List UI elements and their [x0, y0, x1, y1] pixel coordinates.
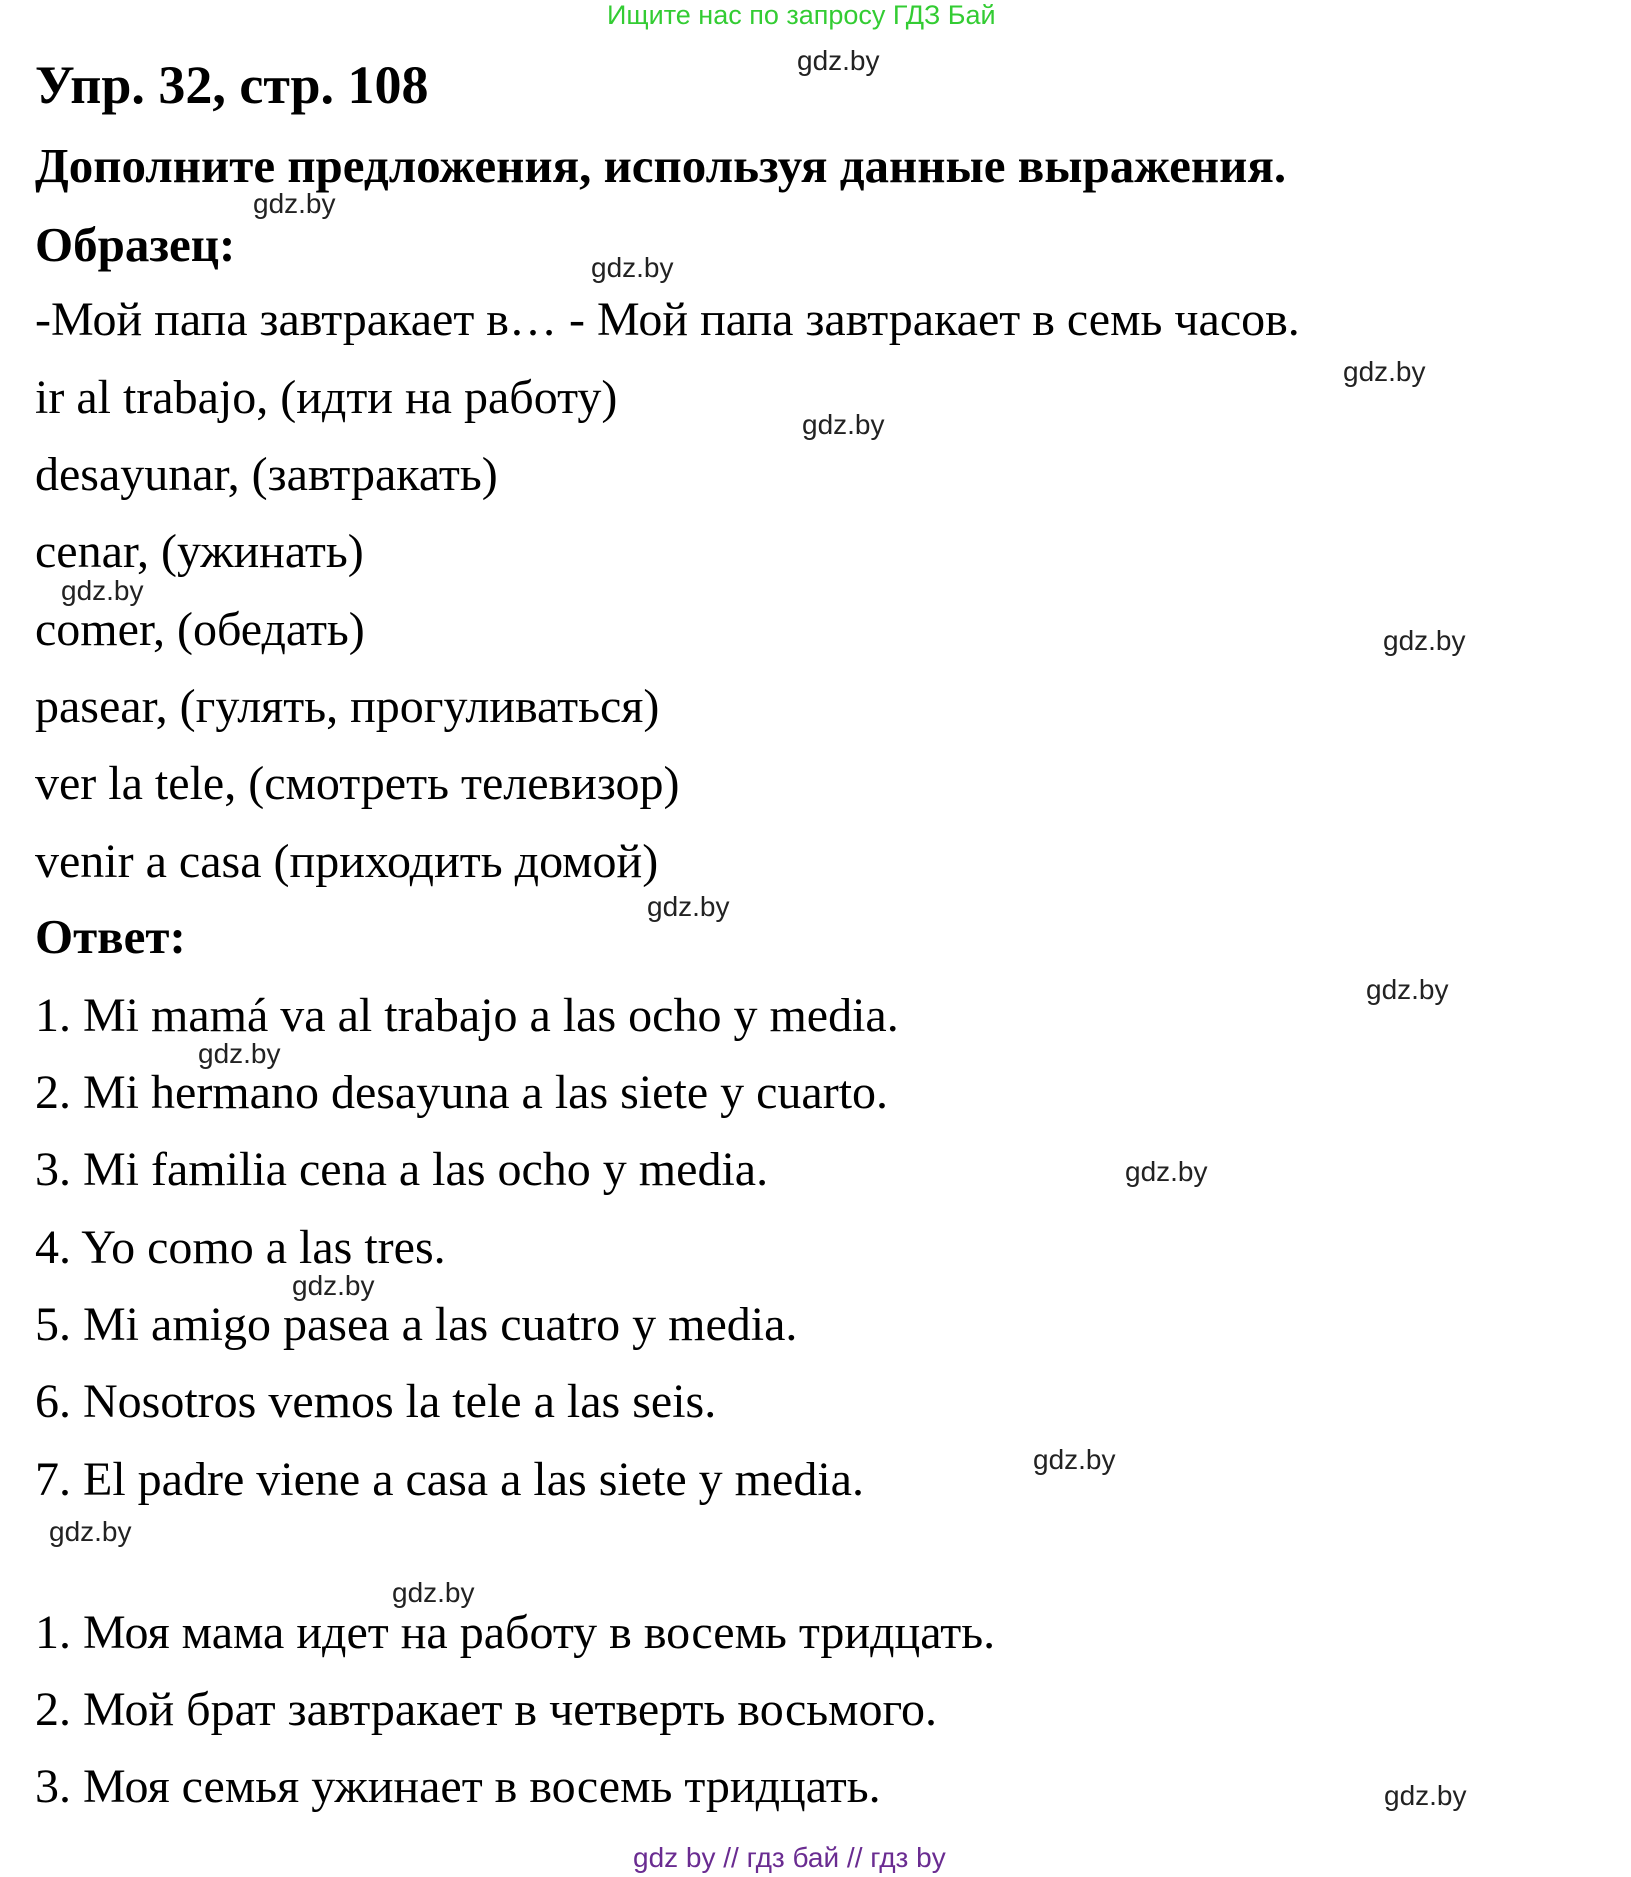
- answer-label: Ответ:: [35, 909, 186, 964]
- list-item: 7. El padre viene a casa a las siete y media.: [35, 1453, 864, 1506]
- watermark: gdz.by: [797, 45, 880, 76]
- watermark: gdz.by: [591, 252, 674, 283]
- list-item: pasear, (гулять, прогуливаться): [35, 680, 660, 733]
- watermark: gdz.by: [1343, 356, 1426, 387]
- list-item: 2. Mi hermano desayuna a las siete y cuarto.: [35, 1066, 889, 1119]
- list-item: 3. Mi familia cena a las ocho y media.: [35, 1143, 769, 1196]
- watermark: gdz.by: [61, 575, 144, 606]
- bottom-banner: gdz by // гдз бай // гдз by: [633, 1842, 946, 1873]
- watermark: gdz.by: [392, 1577, 475, 1608]
- list-item: 3. Моя семья ужинает в восемь тридцать.: [35, 1760, 881, 1813]
- list-item: comer, (обедать): [35, 603, 365, 656]
- watermark: gdz.by: [1125, 1156, 1208, 1187]
- task-heading: Дополните предложения, используя данные выражения.: [35, 138, 1287, 193]
- watermark: gdz.by: [253, 188, 336, 219]
- list-item: 1. Моя мама идет на работу в восемь тридцать.: [35, 1606, 996, 1659]
- list-item: cenar, (ужинать): [35, 525, 364, 578]
- watermark: gdz.by: [49, 1516, 132, 1547]
- top-banner: Ищите нас по запросу ГДЗ Бай: [607, 0, 996, 30]
- list-item: desayunar, (завтракать): [35, 448, 498, 501]
- list-item: 2. Мой брат завтракает в четверть восьмого.: [35, 1683, 938, 1736]
- watermark: gdz.by: [198, 1038, 281, 1069]
- watermark: gdz.by: [1383, 625, 1466, 656]
- list-item: 1. Mi mamá va al trabajo a las ocho y media.: [35, 989, 899, 1042]
- list-item: 4. Yo como a las tres.: [35, 1221, 446, 1274]
- watermark: gdz.by: [1033, 1444, 1116, 1475]
- watermark: gdz.by: [647, 891, 730, 922]
- list-item: 5. Mi amigo pasea a las cuatro y media.: [35, 1298, 798, 1351]
- watermark: gdz.by: [1384, 1780, 1467, 1811]
- watermark: gdz.by: [1366, 974, 1449, 1005]
- list-item: ver la tele, (смотреть телевизор): [35, 757, 680, 810]
- list-item: 6. Nosotros vemos la tele a las seis.: [35, 1375, 717, 1428]
- list-item: venir a casa (приходить домой): [35, 835, 659, 888]
- list-item: ir al trabajo, (идти на работу): [35, 371, 618, 424]
- sample-label: Образец:: [35, 217, 236, 272]
- watermark: gdz.by: [292, 1270, 375, 1301]
- watermark: gdz.by: [802, 409, 885, 440]
- sample-text: -Мой папа завтракает в… - Мой папа завтракает в семь часов.: [35, 293, 1300, 346]
- page-title: Упр. 32, стр. 108: [35, 55, 429, 115]
